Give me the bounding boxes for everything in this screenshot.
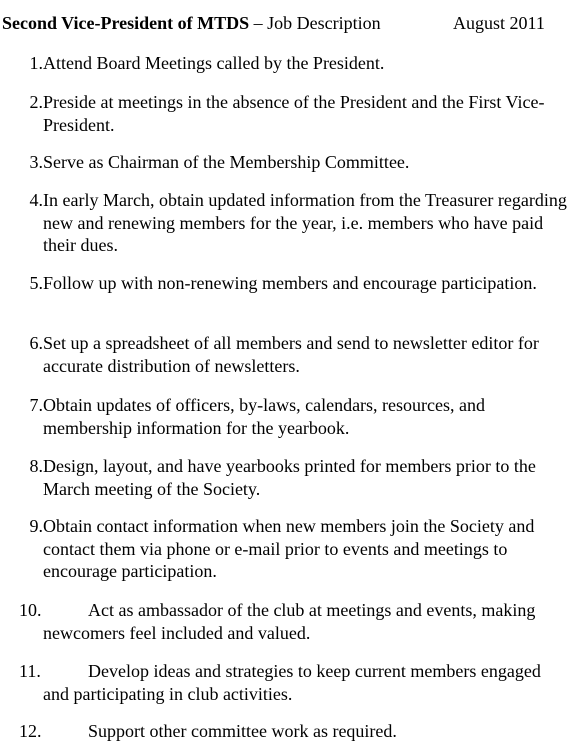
item-text: Serve as Chairman of the Membership Committee. — [43, 152, 410, 172]
document-title: Second Vice-President of MTDS — [2, 13, 250, 33]
list-item — [19, 151, 571, 174]
document-date: August 2011 — [453, 13, 545, 33]
list-item — [19, 660, 571, 705]
item-number: 11. — [19, 661, 41, 681]
item-number: 12. — [19, 721, 42, 741]
item-text: Set up a spreadsheet of all members and send to newsletter editor for accurate distribution of newsletters. — [43, 333, 539, 376]
item-number: 3. — [29, 152, 43, 172]
list-item — [19, 455, 571, 500]
item-text: Support other committee work as required. — [88, 721, 397, 741]
item-number: 10. — [19, 600, 42, 620]
item-number: 9. — [29, 516, 43, 536]
item-number: 7. — [29, 395, 43, 415]
item-text: Act as ambassador of the club at meetings and events, making newcomers feel included and valued. — [43, 600, 536, 643]
item-text: Obtain contact information when new members join the Society and contact them via phone or e-mail prior to events and meetings to encourage participation. — [43, 516, 535, 581]
list-item — [19, 272, 571, 295]
item-number: 1. — [29, 53, 43, 73]
page-header — [2, 12, 578, 34]
item-text: Preside at meetings in the absence of the President and the First Vice-President. — [43, 92, 545, 135]
item-text: Develop ideas and strategies to keep current members engaged and participating in club activities. — [43, 661, 541, 704]
item-text: Attend Board Meetings called by the President. — [43, 53, 385, 73]
list-item — [19, 599, 571, 644]
item-number: 8. — [29, 456, 43, 476]
list-item — [19, 332, 571, 377]
item-text: Follow up with non-renewing members and encourage participation. — [43, 273, 537, 293]
list-item — [19, 515, 571, 583]
item-number: 4. — [29, 190, 43, 210]
item-text: In early March, obtain updated information from the Treasurer regarding new and renewing members for the year, i.e. members who have paid their dues. — [43, 190, 567, 255]
list-item — [19, 720, 571, 743]
list-item — [19, 52, 571, 75]
list-item — [19, 394, 571, 439]
item-text: Design, layout, and have yearbooks printed for members prior to the March meeting of the Society. — [43, 456, 536, 499]
item-number: 6. — [29, 333, 43, 353]
item-number: 5. — [29, 273, 43, 293]
list-item — [19, 91, 571, 136]
list-item — [19, 189, 571, 257]
document-subtitle: – Job Description — [249, 13, 381, 33]
item-text: Obtain updates of officers, by-laws, calendars, resources, and membership information for the yearbook. — [43, 395, 486, 438]
item-number: 2. — [29, 92, 43, 112]
